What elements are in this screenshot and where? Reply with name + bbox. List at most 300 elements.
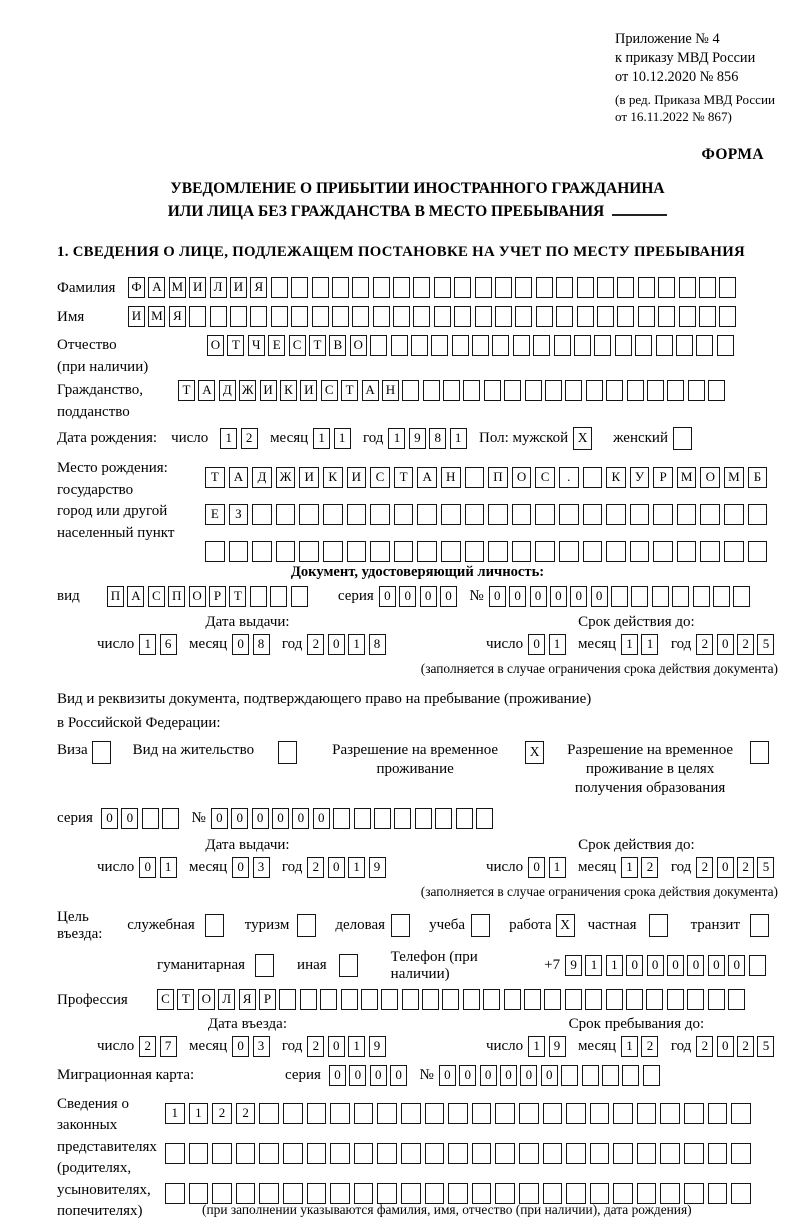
char-cell[interactable]: 1 — [160, 857, 177, 878]
char-cell[interactable] — [463, 380, 480, 401]
char-cell[interactable] — [402, 989, 419, 1010]
char-cell[interactable]: 0 — [459, 1065, 476, 1086]
char-cell[interactable] — [312, 306, 329, 327]
char-cell[interactable]: А — [148, 277, 165, 298]
char-cell[interactable] — [441, 504, 461, 525]
char-cell[interactable]: 0 — [489, 586, 506, 607]
res-issue-year-cells[interactable] — [307, 857, 389, 878]
char-cell[interactable] — [484, 380, 501, 401]
char-cell[interactable] — [341, 989, 358, 1010]
char-cell[interactable] — [615, 335, 632, 356]
char-cell[interactable] — [210, 306, 227, 327]
char-cell[interactable] — [370, 541, 390, 562]
char-cell[interactable] — [635, 335, 652, 356]
char-cell[interactable] — [708, 1143, 728, 1164]
char-cell[interactable]: С — [148, 586, 165, 607]
char-cell[interactable] — [435, 808, 452, 829]
char-cell[interactable]: З — [229, 504, 249, 525]
char-cell[interactable]: Д — [219, 380, 236, 401]
char-cell[interactable] — [205, 541, 225, 562]
char-cell[interactable]: И — [347, 467, 367, 488]
res-issue-month-cells[interactable] — [232, 857, 273, 878]
char-cell[interactable]: 3 — [253, 1036, 270, 1057]
char-cell[interactable] — [465, 467, 485, 488]
char-cell[interactable]: 2 — [737, 1036, 754, 1057]
char-cell[interactable]: X — [525, 741, 544, 764]
char-cell[interactable] — [422, 989, 439, 1010]
char-cell[interactable] — [291, 277, 308, 298]
char-cell[interactable] — [271, 277, 288, 298]
char-cell[interactable] — [307, 1143, 327, 1164]
char-cell[interactable] — [504, 380, 521, 401]
profession-cells[interactable] — [157, 989, 748, 1010]
char-cell[interactable]: Ч — [248, 335, 265, 356]
char-cell[interactable] — [347, 541, 367, 562]
char-cell[interactable] — [283, 1103, 303, 1124]
birth-place-cells-3[interactable] — [205, 541, 771, 562]
char-cell[interactable] — [252, 541, 272, 562]
char-cell[interactable] — [504, 989, 521, 1010]
char-cell[interactable]: 0 — [211, 808, 228, 829]
char-cell[interactable] — [545, 380, 562, 401]
char-cell[interactable]: 0 — [440, 586, 457, 607]
char-cell[interactable]: 2 — [641, 857, 658, 878]
char-cell[interactable]: 0 — [370, 1065, 387, 1086]
char-cell[interactable] — [519, 1103, 539, 1124]
char-cell[interactable] — [566, 1103, 586, 1124]
char-cell[interactable] — [606, 989, 623, 1010]
char-cell[interactable]: Е — [268, 335, 285, 356]
char-cell[interactable] — [475, 306, 492, 327]
char-cell[interactable]: 1 — [621, 1036, 638, 1057]
char-cell[interactable]: 5 — [757, 634, 774, 655]
char-cell[interactable] — [749, 955, 766, 976]
char-cell[interactable]: 2 — [641, 1036, 658, 1057]
char-cell[interactable] — [452, 335, 469, 356]
char-cell[interactable]: 5 — [757, 1036, 774, 1057]
purpose-tourism-checkbox[interactable] — [297, 914, 316, 937]
char-cell[interactable] — [731, 1183, 751, 1204]
entry-year-cells[interactable] — [307, 1036, 389, 1057]
char-cell[interactable] — [617, 277, 634, 298]
char-cell[interactable] — [394, 541, 414, 562]
char-cell[interactable] — [391, 335, 408, 356]
char-cell[interactable] — [413, 306, 430, 327]
char-cell[interactable]: 1 — [606, 955, 623, 976]
char-cell[interactable] — [748, 541, 768, 562]
char-cell[interactable]: К — [606, 467, 626, 488]
char-cell[interactable] — [585, 989, 602, 1010]
char-cell[interactable] — [488, 541, 508, 562]
char-cell[interactable]: Я — [239, 989, 256, 1010]
char-cell[interactable] — [627, 380, 644, 401]
char-cell[interactable] — [631, 586, 648, 607]
char-cell[interactable] — [333, 808, 350, 829]
char-cell[interactable] — [165, 1143, 185, 1164]
char-cell[interactable]: 1 — [528, 1036, 545, 1057]
char-cell[interactable] — [374, 808, 391, 829]
char-cell[interactable] — [724, 504, 744, 525]
char-cell[interactable] — [597, 306, 614, 327]
mig-number-cells[interactable] — [439, 1065, 663, 1086]
char-cell[interactable] — [565, 989, 582, 1010]
char-cell[interactable] — [544, 989, 561, 1010]
char-cell[interactable]: 0 — [328, 857, 345, 878]
char-cell[interactable] — [425, 1103, 445, 1124]
char-cell[interactable] — [536, 306, 553, 327]
char-cell[interactable] — [515, 306, 532, 327]
char-cell[interactable] — [660, 1103, 680, 1124]
patronymic-cells[interactable] — [207, 335, 737, 356]
char-cell[interactable]: 0 — [717, 857, 734, 878]
char-cell[interactable]: И — [189, 277, 206, 298]
char-cell[interactable] — [583, 504, 603, 525]
char-cell[interactable] — [565, 380, 582, 401]
char-cell[interactable] — [524, 989, 541, 1010]
char-cell[interactable]: 0 — [232, 634, 249, 655]
birth-month-cells[interactable] — [313, 428, 354, 449]
char-cell[interactable] — [300, 989, 317, 1010]
char-cell[interactable] — [483, 989, 500, 1010]
char-cell[interactable] — [561, 1065, 578, 1086]
char-cell[interactable] — [543, 1103, 563, 1124]
char-cell[interactable] — [613, 1143, 633, 1164]
char-cell[interactable]: 0 — [687, 955, 704, 976]
char-cell[interactable]: 0 — [541, 1065, 558, 1086]
char-cell[interactable]: У — [630, 467, 650, 488]
char-cell[interactable] — [323, 541, 343, 562]
char-cell[interactable] — [582, 1065, 599, 1086]
char-cell[interactable] — [679, 306, 696, 327]
purpose-other-checkbox[interactable] — [339, 954, 358, 977]
char-cell[interactable] — [312, 277, 329, 298]
char-cell[interactable] — [559, 504, 579, 525]
char-cell[interactable] — [259, 1103, 279, 1124]
char-cell[interactable]: 0 — [232, 1036, 249, 1057]
char-cell[interactable] — [229, 541, 249, 562]
char-cell[interactable] — [574, 335, 591, 356]
char-cell[interactable] — [708, 380, 725, 401]
char-cell[interactable]: 0 — [328, 1036, 345, 1057]
char-cell[interactable] — [535, 541, 555, 562]
citizenship-cells[interactable] — [178, 380, 729, 401]
char-cell[interactable]: 0 — [329, 1065, 346, 1086]
char-cell[interactable] — [495, 277, 512, 298]
char-cell[interactable]: О — [198, 989, 215, 1010]
char-cell[interactable] — [630, 541, 650, 562]
char-cell[interactable]: А — [362, 380, 379, 401]
char-cell[interactable]: 0 — [528, 634, 545, 655]
char-cell[interactable] — [583, 467, 603, 488]
stay-day-cells[interactable] — [528, 1036, 569, 1057]
char-cell[interactable]: Р — [259, 989, 276, 1010]
purpose-study-checkbox[interactable] — [471, 914, 490, 937]
mig-series-cells[interactable] — [329, 1065, 411, 1086]
char-cell[interactable] — [299, 541, 319, 562]
char-cell[interactable]: 0 — [379, 586, 396, 607]
doc-kind-cells[interactable] — [107, 586, 311, 607]
char-cell[interactable] — [413, 277, 430, 298]
char-cell[interactable] — [653, 541, 673, 562]
char-cell[interactable] — [519, 1143, 539, 1164]
char-cell[interactable]: Ж — [276, 467, 296, 488]
char-cell[interactable] — [472, 1103, 492, 1124]
char-cell[interactable] — [394, 808, 411, 829]
char-cell[interactable]: Т — [177, 989, 194, 1010]
char-cell[interactable] — [279, 989, 296, 1010]
char-cell[interactable] — [475, 277, 492, 298]
char-cell[interactable] — [448, 1143, 468, 1164]
char-cell[interactable] — [330, 1143, 350, 1164]
purpose-humanitarian-checkbox[interactable] — [255, 954, 274, 977]
char-cell[interactable]: 0 — [708, 955, 725, 976]
char-cell[interactable] — [417, 504, 437, 525]
char-cell[interactable]: М — [724, 467, 744, 488]
char-cell[interactable]: 0 — [717, 634, 734, 655]
char-cell[interactable]: 9 — [369, 857, 386, 878]
char-cell[interactable] — [142, 808, 159, 829]
char-cell[interactable] — [556, 277, 573, 298]
doc-number-cells[interactable] — [489, 586, 754, 607]
char-cell[interactable] — [297, 914, 316, 937]
char-cell[interactable]: Т — [341, 380, 358, 401]
char-cell[interactable]: С — [289, 335, 306, 356]
char-cell[interactable] — [402, 380, 419, 401]
char-cell[interactable]: 1 — [139, 634, 156, 655]
char-cell[interactable] — [724, 541, 744, 562]
doc-expiry-month-cells[interactable] — [621, 634, 662, 655]
char-cell[interactable] — [606, 541, 626, 562]
char-cell[interactable] — [677, 504, 697, 525]
char-cell[interactable]: Р — [653, 467, 673, 488]
char-cell[interactable]: О — [207, 335, 224, 356]
char-cell[interactable] — [577, 277, 594, 298]
char-cell[interactable]: О — [700, 467, 720, 488]
char-cell[interactable]: С — [535, 467, 555, 488]
char-cell[interactable] — [658, 306, 675, 327]
char-cell[interactable] — [708, 1183, 728, 1204]
entry-day-cells[interactable] — [139, 1036, 180, 1057]
char-cell[interactable] — [586, 380, 603, 401]
char-cell[interactable] — [189, 306, 206, 327]
char-cell[interactable] — [699, 306, 716, 327]
char-cell[interactable]: 2 — [696, 634, 713, 655]
char-cell[interactable] — [377, 1103, 397, 1124]
char-cell[interactable] — [417, 541, 437, 562]
char-cell[interactable] — [647, 380, 664, 401]
char-cell[interactable]: 0 — [550, 586, 567, 607]
char-cell[interactable] — [332, 306, 349, 327]
char-cell[interactable]: 1 — [313, 428, 330, 449]
char-cell[interactable]: 1 — [621, 634, 638, 655]
name-cells[interactable] — [128, 306, 740, 327]
char-cell[interactable]: 8 — [429, 428, 446, 449]
char-cell[interactable] — [733, 586, 750, 607]
char-cell[interactable]: О — [350, 335, 367, 356]
doc-issue-month-cells[interactable] — [232, 634, 273, 655]
char-cell[interactable] — [377, 1143, 397, 1164]
char-cell[interactable] — [401, 1103, 421, 1124]
char-cell[interactable] — [401, 1143, 421, 1164]
char-cell[interactable] — [554, 335, 571, 356]
char-cell[interactable] — [643, 1065, 660, 1086]
char-cell[interactable] — [463, 989, 480, 1010]
char-cell[interactable] — [465, 541, 485, 562]
char-cell[interactable] — [278, 741, 297, 764]
birth-place-cells-1[interactable] — [205, 467, 771, 488]
char-cell[interactable] — [393, 277, 410, 298]
char-cell[interactable] — [323, 504, 343, 525]
char-cell[interactable] — [259, 1143, 279, 1164]
char-cell[interactable] — [688, 380, 705, 401]
char-cell[interactable] — [700, 541, 720, 562]
char-cell[interactable]: 0 — [292, 808, 309, 829]
char-cell[interactable] — [708, 1103, 728, 1124]
char-cell[interactable] — [630, 504, 650, 525]
char-cell[interactable] — [431, 335, 448, 356]
char-cell[interactable]: С — [321, 380, 338, 401]
char-cell[interactable] — [658, 277, 675, 298]
char-cell[interactable] — [415, 808, 432, 829]
char-cell[interactable] — [731, 1143, 751, 1164]
char-cell[interactable]: С — [370, 467, 390, 488]
char-cell[interactable]: 0 — [509, 586, 526, 607]
stay-month-cells[interactable] — [621, 1036, 662, 1057]
char-cell[interactable] — [566, 1143, 586, 1164]
char-cell[interactable]: 1 — [165, 1103, 185, 1124]
char-cell[interactable] — [252, 504, 272, 525]
char-cell[interactable]: . — [559, 467, 579, 488]
char-cell[interactable]: Б — [748, 467, 768, 488]
char-cell[interactable]: 6 — [160, 634, 177, 655]
char-cell[interactable]: 1 — [450, 428, 467, 449]
char-cell[interactable] — [622, 1065, 639, 1086]
char-cell[interactable] — [536, 277, 553, 298]
char-cell[interactable]: П — [168, 586, 185, 607]
char-cell[interactable] — [236, 1143, 256, 1164]
char-cell[interactable] — [271, 306, 288, 327]
char-cell[interactable]: Т — [178, 380, 195, 401]
char-cell[interactable] — [441, 541, 461, 562]
char-cell[interactable] — [456, 808, 473, 829]
char-cell[interactable] — [434, 306, 451, 327]
char-cell[interactable]: 2 — [737, 634, 754, 655]
char-cell[interactable] — [212, 1143, 232, 1164]
char-cell[interactable]: А — [198, 380, 215, 401]
char-cell[interactable] — [423, 380, 440, 401]
char-cell[interactable] — [370, 504, 390, 525]
char-cell[interactable] — [373, 277, 390, 298]
char-cell[interactable]: Л — [210, 277, 227, 298]
char-cell[interactable] — [653, 504, 673, 525]
char-cell[interactable]: 0 — [101, 808, 118, 829]
purpose-official-checkbox[interactable] — [205, 914, 224, 937]
char-cell[interactable] — [434, 277, 451, 298]
doc-issue-day-cells[interactable] — [139, 634, 180, 655]
char-cell[interactable]: 2 — [212, 1103, 232, 1124]
char-cell[interactable]: И — [230, 277, 247, 298]
char-cell[interactable]: 2 — [307, 1036, 324, 1057]
char-cell[interactable]: 0 — [570, 586, 587, 607]
char-cell[interactable] — [291, 586, 308, 607]
char-cell[interactable] — [283, 1143, 303, 1164]
res-number-cells[interactable] — [211, 808, 496, 829]
char-cell[interactable] — [613, 1103, 633, 1124]
char-cell[interactable]: 2 — [696, 857, 713, 878]
char-cell[interactable]: А — [229, 467, 249, 488]
char-cell[interactable]: 0 — [717, 1036, 734, 1057]
char-cell[interactable]: 0 — [530, 586, 547, 607]
char-cell[interactable] — [425, 1143, 445, 1164]
char-cell[interactable] — [673, 427, 692, 450]
char-cell[interactable] — [556, 306, 573, 327]
char-cell[interactable]: Р — [209, 586, 226, 607]
phone-cells[interactable] — [565, 955, 769, 976]
char-cell[interactable] — [162, 808, 179, 829]
char-cell[interactable] — [495, 1143, 515, 1164]
char-cell[interactable] — [597, 277, 614, 298]
char-cell[interactable] — [513, 335, 530, 356]
char-cell[interactable]: Я — [250, 277, 267, 298]
purpose-business-checkbox[interactable] — [391, 914, 410, 937]
char-cell[interactable]: Л — [218, 989, 235, 1010]
char-cell[interactable] — [638, 306, 655, 327]
visa-checkbox[interactable] — [92, 741, 111, 764]
char-cell[interactable] — [638, 277, 655, 298]
char-cell[interactable] — [393, 306, 410, 327]
char-cell[interactable]: М — [169, 277, 186, 298]
char-cell[interactable] — [684, 1143, 704, 1164]
res-expiry-day-cells[interactable] — [528, 857, 569, 878]
char-cell[interactable] — [205, 914, 224, 937]
char-cell[interactable] — [543, 1143, 563, 1164]
representatives-cells-1[interactable] — [165, 1103, 755, 1124]
char-cell[interactable] — [667, 380, 684, 401]
char-cell[interactable] — [488, 504, 508, 525]
char-cell[interactable]: 0 — [313, 808, 330, 829]
char-cell[interactable]: И — [300, 380, 317, 401]
char-cell[interactable]: 1 — [348, 634, 365, 655]
char-cell[interactable] — [370, 335, 387, 356]
birth-year-cells[interactable] — [388, 428, 470, 449]
birth-day-cells[interactable] — [220, 428, 261, 449]
char-cell[interactable] — [748, 504, 768, 525]
char-cell[interactable]: 1 — [621, 857, 638, 878]
char-cell[interactable] — [394, 504, 414, 525]
char-cell[interactable] — [255, 954, 274, 977]
char-cell[interactable]: 0 — [439, 1065, 456, 1086]
char-cell[interactable]: Ж — [239, 380, 256, 401]
char-cell[interactable]: 8 — [253, 634, 270, 655]
char-cell[interactable] — [276, 504, 296, 525]
char-cell[interactable] — [590, 1103, 610, 1124]
sex-female-checkbox[interactable] — [673, 427, 692, 450]
char-cell[interactable]: X — [573, 427, 592, 450]
char-cell[interactable] — [713, 586, 730, 607]
char-cell[interactable]: В — [329, 335, 346, 356]
char-cell[interactable] — [512, 541, 532, 562]
char-cell[interactable]: К — [280, 380, 297, 401]
char-cell[interactable]: Т — [229, 586, 246, 607]
char-cell[interactable]: К — [323, 467, 343, 488]
char-cell[interactable] — [495, 306, 512, 327]
char-cell[interactable]: Т — [227, 335, 244, 356]
char-cell[interactable] — [606, 380, 623, 401]
char-cell[interactable] — [731, 1103, 751, 1124]
char-cell[interactable] — [332, 277, 349, 298]
char-cell[interactable] — [696, 335, 713, 356]
char-cell[interactable] — [465, 504, 485, 525]
